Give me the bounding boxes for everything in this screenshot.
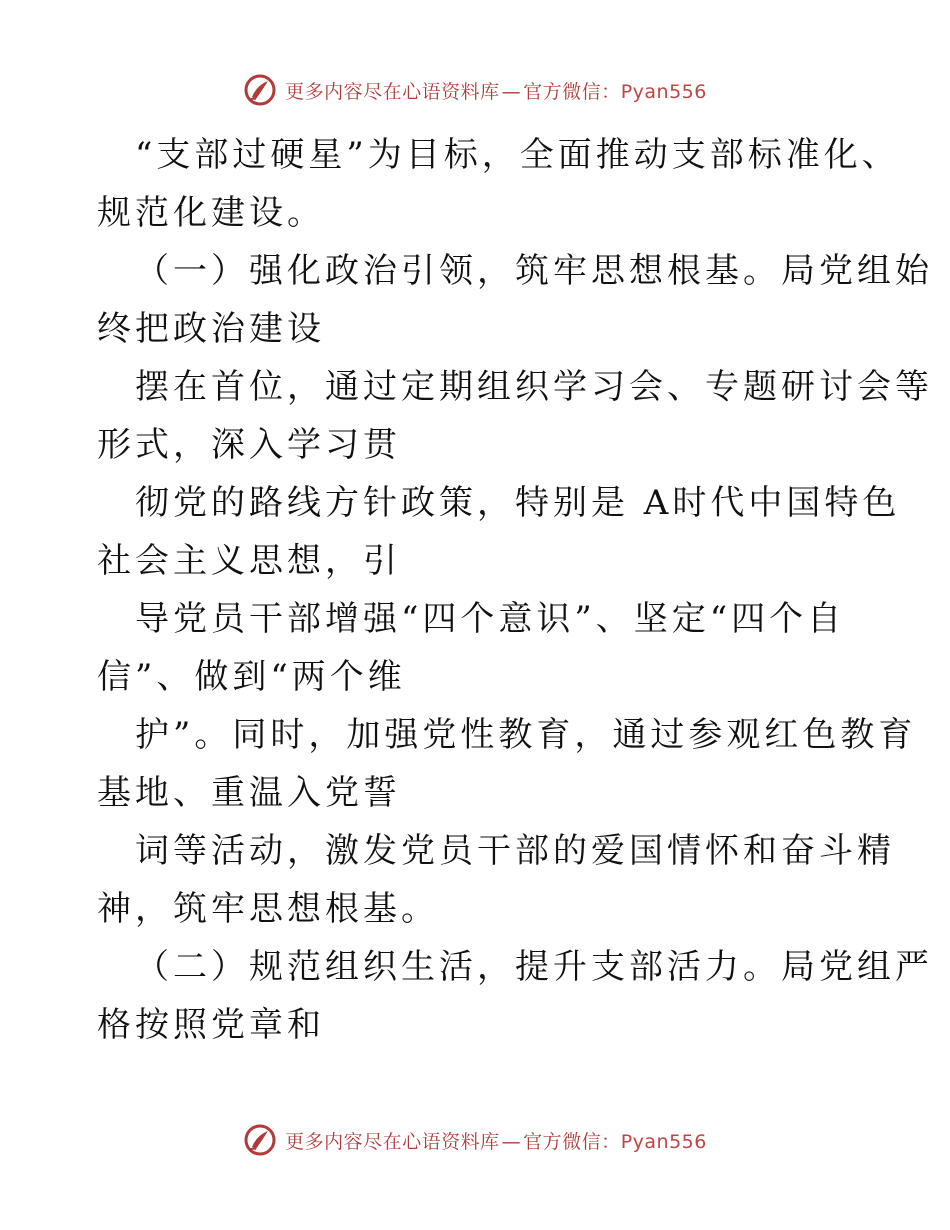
text-line: （一）强化政治引领，筑牢思想根基。局党组始: [135, 251, 933, 291]
text-line: 格按照党章和: [97, 1005, 325, 1045]
text-line: 规范化建设。: [97, 193, 325, 233]
watermark-text: 更多内容尽在心语资料库 — 官方微信：Pyan556: [285, 1130, 707, 1153]
text-line: “支部过硬星”为目标，全面推动支部标准化、: [135, 135, 900, 175]
text-line: 终把政治建设: [97, 309, 325, 349]
text-line: 信”、做到“两个维: [97, 657, 406, 697]
text-line: 彻党的路线方针政策，特别是 A时代中国特色: [135, 483, 901, 523]
text-line: 基地、重温入党誓: [97, 773, 401, 813]
text-line: 护”。同时，加强党性教育，通过参观红色教育: [135, 715, 917, 755]
text-line: 社会主义思想，引: [97, 541, 401, 581]
header-watermark: [0, 70, 950, 110]
brush-logo-icon: [243, 1123, 277, 1157]
text-line: （二）规范组织生活，提升支部活力。局党组严: [135, 947, 933, 987]
text-line: 神，筑牢思想根基。: [97, 889, 439, 929]
watermark-text: 更多内容尽在心语资料库 — 官方微信：Pyan556: [285, 80, 707, 103]
brush-logo-icon: [243, 73, 277, 107]
document-body: [97, 126, 933, 1054]
text-line: 形式，深入学习贯: [97, 425, 401, 465]
text-line: 导党员干部增强“四个意识”、坚定“四个自: [135, 599, 846, 639]
footer-watermark: [0, 1120, 950, 1160]
text-line: 词等活动，激发党员干部的爱国情怀和奋斗精: [135, 831, 895, 871]
text-line: 摆在首位，通过定期组织学习会、专题研讨会等: [135, 367, 933, 407]
